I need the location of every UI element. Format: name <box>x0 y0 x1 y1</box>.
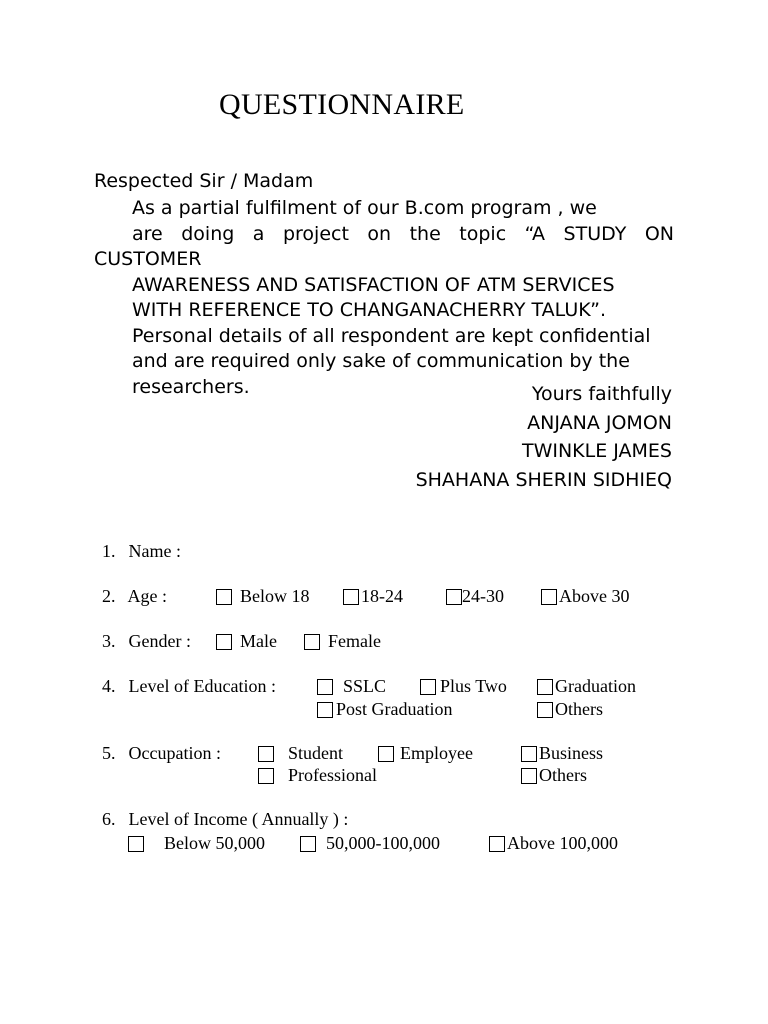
signature-block <box>416 380 672 494</box>
checkbox[interactable] <box>489 836 505 852</box>
option-50000-100000[interactable]: 50,000-100,000 <box>300 833 440 854</box>
signatory: SHAHANA SHERIN SIDHIEQ <box>415 468 672 491</box>
letter-line: Personal details of all respondent are kept confidential <box>132 324 651 347</box>
option-employee[interactable]: Employee <box>378 743 473 764</box>
option-professional[interactable]: Professional <box>258 765 377 786</box>
option-below-50000[interactable]: Below 50,000 <box>128 833 265 854</box>
letter-line: WITH REFERENCE TO CHANGANACHERRY TALUK”. <box>132 299 606 321</box>
option-post-graduation[interactable]: Post Graduation <box>317 699 453 720</box>
checkbox[interactable] <box>304 634 320 650</box>
checkbox[interactable] <box>317 679 333 695</box>
checkbox[interactable] <box>258 768 274 784</box>
option-sslc[interactable]: SSLC <box>317 676 386 697</box>
question-name: 1. Name : <box>102 541 181 561</box>
checkbox[interactable] <box>216 634 232 650</box>
checkbox[interactable] <box>446 589 462 605</box>
question-label: Gender : <box>128 631 191 651</box>
option-student[interactable]: Student <box>258 743 343 764</box>
signatory: ANJANA JOMON <box>527 411 672 434</box>
question-income: 6. Level of Income ( Annually ) : Below 50,000 50,000-100,000 Above 100,000 <box>102 809 618 853</box>
checkbox[interactable] <box>420 679 436 695</box>
letter-line: As a partial fulfilment of our B.com program , we <box>132 197 597 219</box>
checkbox[interactable] <box>521 768 537 784</box>
checkbox[interactable] <box>300 836 316 852</box>
option-plus-two[interactable]: Plus Two <box>420 676 507 697</box>
question-label: Level of Income ( Annually ) : <box>128 809 349 829</box>
checkbox[interactable] <box>537 679 553 695</box>
option-below-18[interactable]: Below 18 <box>216 586 310 607</box>
question-label: Age : <box>127 586 168 606</box>
option-female[interactable]: Female <box>304 631 381 652</box>
option-others[interactable]: Others <box>521 765 587 786</box>
question-gender: 3. Gender : Male Female <box>102 631 381 651</box>
letter-line: researchers. <box>132 375 250 398</box>
checkbox[interactable] <box>537 702 553 718</box>
option-above-100000[interactable]: Above 100,000 <box>489 833 618 854</box>
letter-line: and are required only sake of communication by the <box>132 350 630 372</box>
greeting: Respected Sir / Madam <box>94 170 314 192</box>
letter-line: AWARENESS AND SATISFACTION OF ATM SERVICES <box>132 273 615 296</box>
option-18-24[interactable]: 18-24 <box>343 586 403 607</box>
option-24-30[interactable]: 24-30 <box>446 586 504 607</box>
signatory: TWINKLE JAMES <box>521 440 672 462</box>
cover-letter <box>94 168 674 400</box>
checkbox[interactable] <box>541 589 557 605</box>
letter-body <box>94 196 674 400</box>
checkbox[interactable] <box>317 702 333 718</box>
checkbox[interactable] <box>521 746 537 762</box>
question-label: Level of Education : <box>128 676 276 696</box>
question-education: 4. Level of Education : SSLC Plus Two Graduation Post Graduation Others <box>102 676 636 719</box>
option-others[interactable]: Others <box>537 699 603 720</box>
letter-line: are doing a project on the topic “A STUDY ON CUSTOMER <box>94 222 674 270</box>
closing: Yours faithfully <box>531 383 672 405</box>
question-occupation: 5. Occupation : Student Employee Business Professional Others <box>102 743 604 785</box>
option-graduation[interactable]: Graduation <box>537 676 636 697</box>
question-label: Name : <box>128 541 181 561</box>
option-business[interactable]: Business <box>521 743 603 764</box>
checkbox[interactable] <box>258 746 274 762</box>
option-above-30[interactable]: Above 30 <box>541 586 630 607</box>
option-male[interactable]: Male <box>216 631 277 652</box>
page-title: QUESTIONNAIRE <box>219 88 465 121</box>
question-age: 2. Age : Below 18 18-24 24-30 Above 30 <box>102 586 630 606</box>
checkbox[interactable] <box>378 746 394 762</box>
checkbox[interactable] <box>343 589 359 605</box>
checkbox[interactable] <box>128 836 144 852</box>
checkbox[interactable] <box>216 589 232 605</box>
question-label: Occupation : <box>128 743 221 763</box>
